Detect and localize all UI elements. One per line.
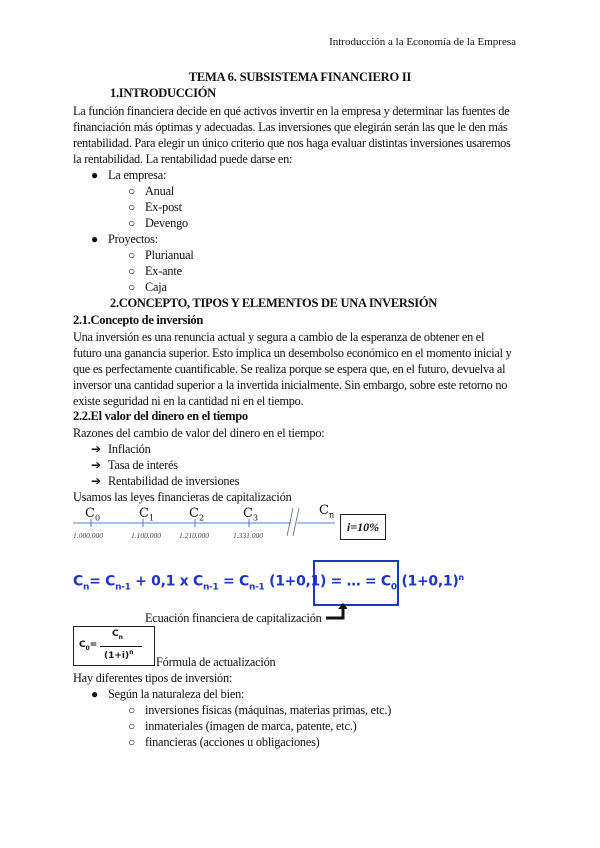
arrow-bullet-icon: ➔ [91,458,102,472]
circle-bullet-icon: ○ [128,184,136,198]
reason-item: Tasa de interés [108,458,178,472]
types-bullet: Según la naturaleza del bien: [108,687,245,701]
concept-paragraph [73,329,533,409]
circle-bullet-icon: ○ [128,264,136,278]
paragraph-line: La función financiera decide en qué activos invertir en la empresa y determinar las fuentes de [73,104,510,118]
timeline-value: 1.000.000 [73,531,103,540]
paragraph-line: financiación más óptimas y adecuadas. Las inversiones que elegirán serán las que le den más [73,120,508,134]
paragraph-line: rentabilidad. Para elegir un único criterio que nos haga evaluar distintas inversiones usaremos [73,136,511,150]
paragraph-line: futuro una ganancia superior. Esto implica un desembolso económico en el momento inicial y [73,346,512,360]
document-title: TEMA 6. SUBSISTEMA FINANCIERO II [188,70,412,84]
circle-bullet-icon: ○ [128,719,136,733]
paragraph-line: existe seguridad ni en la cantidad ni en el tiempo. [73,394,304,408]
interest-rate-box: i=10% [340,514,386,540]
section-2-heading: 2.CONCEPTO, TIPOS Y ELEMENTOS DE UNA INVERSIÓN [110,296,438,310]
list-item: Ex-ante [145,264,182,278]
circle-bullet-icon: ○ [128,216,136,230]
timeline-value: 1.100.000 [131,531,161,540]
timeline-label: $C_3$ [243,506,259,523]
fraction-bar [100,646,142,647]
list-item: Plurianual [145,248,194,262]
timeline-label: $C_1$ [139,506,155,523]
bullet-dot-icon: ● [91,168,99,182]
bullet-dot-icon: ● [91,687,99,701]
circle-bullet-icon: ○ [128,280,136,294]
arrow-bullet-icon: ➔ [91,474,102,488]
timeline-label: $C_n$ [319,503,335,520]
timeline-value: 1.331.000 [233,531,263,540]
types-intro: Hay diferentes tipos de inversión: [73,671,233,685]
paragraph-line: la rentabilidad. La rentabilidad puede darse en: [73,152,293,166]
actualization-formula-box [73,626,155,666]
timeline-label: $C_2$ [189,506,205,523]
formula-lhs: $C_0=$ [79,640,98,652]
intro-paragraph [73,103,533,167]
bent-arrow-icon [325,603,347,621]
reason-item: Inflación [108,442,151,456]
circle-bullet-icon: ○ [128,735,136,749]
formula-caption: Fórmula de actualización [156,655,276,669]
list-item: Anual [145,184,175,198]
subsection-2-2-heading: 2.2.El valor del dinero en el tiempo [73,409,248,423]
reasons-intro: Razones del cambio de valor del dinero en el tiempo: [73,426,325,440]
list-item: Devengo [145,216,188,230]
types-item: financieras (acciones u obligaciones) [145,735,320,749]
arrow-bullet-icon: ➔ [91,442,102,456]
timeline-value: 1.210.000 [179,531,209,540]
list-item: Ex-post [145,200,182,214]
paragraph-line: Una inversión es una renuncia actual y segura a cambio de la esperanza de obtener en el [73,330,485,344]
running-header: Introducción a la Economía de la Empresa [329,36,516,48]
list-item-proyectos: Proyectos: [108,232,158,246]
list-item-empresa: La empresa: [108,168,167,182]
bullet-dot-icon: ● [91,232,99,246]
paragraph-line: que es perfectamente cuantificable. Se realiza porque se espera que, en el futuro, devuelva al [73,362,506,376]
circle-bullet-icon: ○ [128,703,136,717]
capitalization-equation: $C_n= C_{n-1} + 0,1$ x $C_{n-1} = C_{n-1}$ (1+0,1) = … = $C_0$ $(1+0,1)^n$ [73,573,464,593]
formula-denominator: $(1+i)^n$ [104,649,134,661]
types-item: inversiones físicas (máquinas, materias primas, etc.) [145,703,392,717]
paragraph-line: inversor una cantidad superior a la invertida inicialmente. Sin embargo, sobre este retorno no [73,378,508,392]
section-1-heading: 1.INTRODUCCIÓN [110,86,216,100]
equation-caption: Ecuación financiera de capitalización [145,611,322,625]
types-item: inmateriales (imagen de marca, patente, etc.) [145,719,357,733]
subsection-2-1-heading: 2.1.Concepto de inversión [73,313,204,327]
laws-line: Usamos las leyes financieras de capitalización [73,490,292,504]
reason-item: Rentabilidad de inversiones [108,474,240,488]
timeline-label: $C_0$ [85,506,101,523]
circle-bullet-icon: ○ [128,200,136,214]
circle-bullet-icon: ○ [128,248,136,262]
list-item: Caja [145,280,167,294]
formula-numerator: $C_n$ [112,629,123,641]
